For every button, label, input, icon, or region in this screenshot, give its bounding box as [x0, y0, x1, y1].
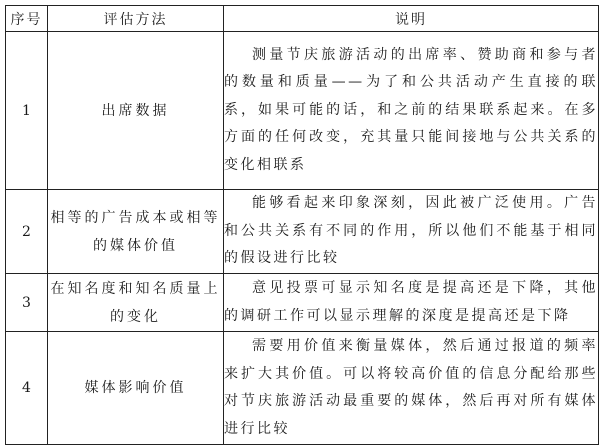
table-row: [6, 32, 599, 190]
row-description-text: 测量节庆旅游活动的出席率、赞助商和参与者的数量和质量——为了和公共活动产生直接的联系，如果可能的话，和之前的结果联系起来。在多方面的任何改变，充其量只能间接地与公共关系的变化相联系: [224, 46, 598, 173]
table-row: [6, 332, 599, 445]
header-desc: 说明: [224, 6, 599, 32]
row-description: [224, 190, 599, 274]
row-description-text: 意见投票可显示知名度是提高还是下降，其他的调研工作可以显示理解的深度是提高还是下降: [224, 280, 598, 324]
row-method: 媒体影响价值: [48, 332, 224, 445]
row-number: 4: [6, 332, 48, 445]
table-row: [6, 190, 599, 274]
row-description-text: 需要用价值来衡量媒体，然后通过报道的频率来扩大其价值。可以将较高价值的信息分配给那些对节庆旅游活动最重要的媒体，然后再对所有媒体进行比较: [224, 338, 598, 437]
header-no: 序号: [6, 6, 48, 32]
table-row: [6, 274, 599, 332]
row-method: 在知名度和知名质量上的变化: [48, 274, 224, 332]
header-method: 评估方法: [48, 6, 224, 32]
row-number: 3: [6, 274, 48, 332]
row-number: 2: [6, 190, 48, 274]
row-description: [224, 332, 599, 445]
header-row: [6, 6, 599, 32]
row-number: 1: [6, 32, 48, 190]
row-method: 相等的广告成本或相等的媒体价值: [48, 190, 224, 274]
row-method: 出席数据: [48, 32, 224, 190]
row-description: [224, 274, 599, 332]
row-description: [224, 32, 599, 190]
row-description-text: 能够看起来印象深刻，因此被广泛使用。广告和公共关系有不同的作用，所以他们不能基于相同的假设进行比较: [224, 195, 598, 267]
evaluation-methods-table: [5, 5, 599, 445]
